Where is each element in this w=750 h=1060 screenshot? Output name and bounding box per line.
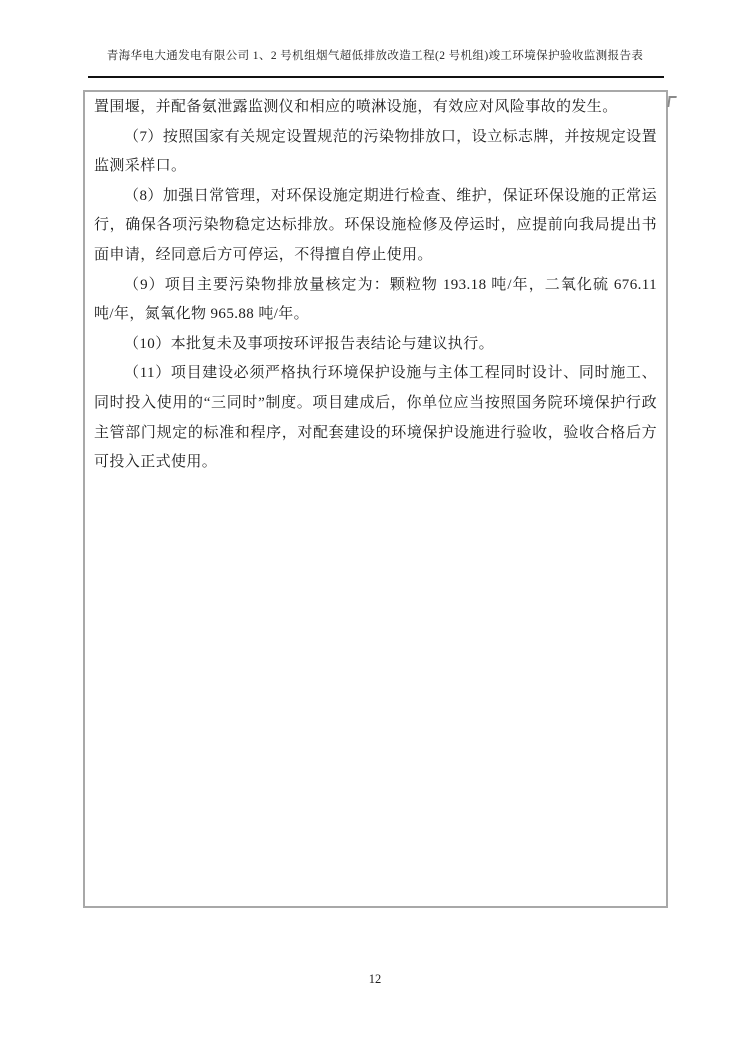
header-divider [88, 76, 664, 78]
stray-annotation-mark [667, 96, 677, 107]
content-table-cell [83, 90, 668, 908]
page-number: 12 [368, 972, 382, 986]
paragraph-item-9: （9）项目主要污染物排放量核定为：颗粒物 193.18 吨/年，二氧化硫 676.11 吨/年，氮氧化物 965.88 吨/年。 [94, 276, 657, 323]
paragraph-item-8: （8）加强日常管理，对环保设施定期进行检查、维护，保证环保设施的正常运行，确保各项污染物稳定达标排放。环保设施检修及停运时，应提前向我局提出书面申请，经同意后方可停运，不得擅自停止使用。 [94, 187, 657, 263]
paragraph-continuation: 置围堰，并配备氨泄露监测仪和相应的喷淋设施，有效应对风险事故的发生。 [94, 99, 618, 115]
page-header-title: 青海华电大通发电有限公司 1、2 号机组烟气超低排放改造工程(2 号机组)竣工环境保护验收监测报告表 [106, 50, 644, 62]
paragraph-item-7: （7）按照国家有关规定设置规范的污染物排放口，设立标志牌，并按规定设置监测采样口。 [94, 128, 657, 175]
paragraph-item-10: （10）本批复未及事项按环评报告表结论与建议执行。 [124, 335, 495, 352]
paragraph-item-11: （11）项目建设必须严格执行环境保护设施与主体工程同时设计、同时施工、同时投入使用的“三同时”制度。项目建成后，你单位应当按照国务院环境保护行政主管部门规定的标准和程序，对配套建设的环境保护设施进行验收，验收合格后方可投入正式使用。 [94, 365, 657, 471]
